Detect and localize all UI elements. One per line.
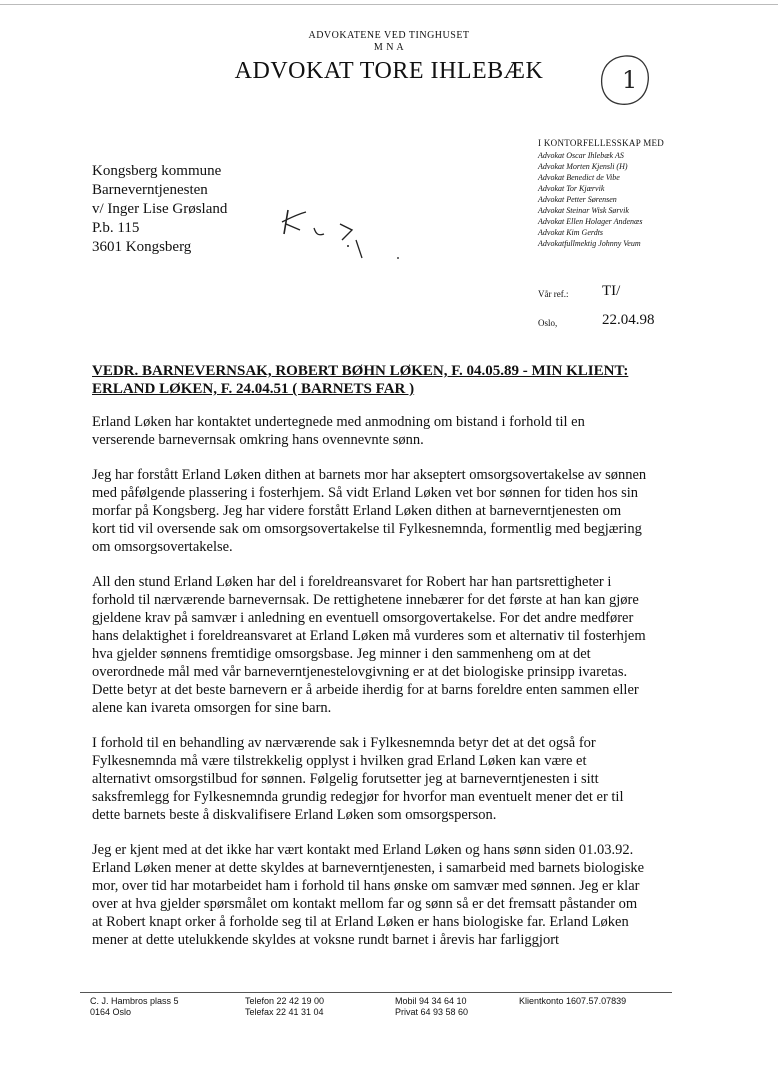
recipient-line: v/ Inger Lise Grøsland (92, 201, 228, 217)
handwritten-annotation-icon (280, 200, 410, 270)
partner-item: Advokat Kim Gerdts (538, 228, 604, 237)
scan-edge-line (0, 4, 778, 5)
body-paragraph: I forhold til en behandling av nærværende sak i Fylkesnemnda betyr det at det også for Fylkesnemnda må være tilstrekkelig opplyst i hvilken grad Erland Løken kan være et alternativt omsorgstilbud for sønnen. Følgelig forutsetter jeg at barneverntjenesten i sitt saksfremlegg for Fylkesnemnda grundig redegjør for hvorfor man eventuelt mener det er til dette barnets beste å diskvalifisere Erland Løken som omsorgsperson. (92, 735, 624, 823)
partner-item: Advokat Morten Kjensli (H) (538, 162, 628, 171)
footer-mobile-line: Privat 64 93 58 60 (395, 1007, 469, 1017)
office-partners-title: I KONTORFELLESSKAP MED (538, 138, 665, 148)
recipient-line: P.b. 115 (92, 220, 140, 236)
footer-phone-line: Telefax 22 41 31 04 (245, 1007, 324, 1017)
stamp-number: 1 (622, 66, 638, 94)
subject-line: ERLAND LØKEN, F. 24.04.51 ( BARNETS FAR ) (92, 381, 415, 397)
letter-body (92, 413, 647, 966)
partner-item: Advokat Oscar Ihlebæk AS (538, 151, 624, 160)
subject-heading (92, 362, 652, 398)
recipient-address (92, 162, 227, 257)
partner-item: Advokat Petter Sørensen (538, 195, 617, 204)
date-row (538, 312, 655, 328)
footer-account-line: Klientkonto 1607.57.07839 (519, 996, 627, 1006)
footer-account (519, 996, 626, 1007)
recipient-line: Barneverntjenesten (92, 182, 208, 198)
partner-item: Advokat Benedict de Vibe (538, 173, 620, 182)
footer-phone (245, 996, 324, 1018)
letterhead-line1: ADVOKATENE VED TINGHUSET (308, 30, 470, 41)
footer-divider (80, 992, 672, 993)
reference-value: TI/ (602, 283, 621, 299)
reference-row (538, 283, 621, 299)
partner-item: Advokat Ellen Holager Andenæs (538, 217, 643, 226)
footer-address-line: C. J. Hambros plass 5 (90, 996, 179, 1006)
footer-phone-line: Telefon 22 42 19 00 (245, 996, 325, 1006)
letterhead (0, 30, 778, 85)
page-number-stamp-icon (598, 52, 652, 108)
subject-line: VEDR. BARNEVERNSAK, ROBERT BØHN LØKEN, F. 04.05.89 - MIN KLIENT: (92, 363, 629, 379)
body-paragraph: Erland Løken har kontaktet undertegnede med anmodning om bistand i forhold til en verserende barnevernsak omkring hans ovennevnte sønn. (92, 414, 585, 448)
recipient-line: Kongsberg kommune (92, 163, 222, 179)
letter-date: 22.04.98 (602, 312, 655, 328)
footer-address-line: 0164 Oslo (90, 1007, 132, 1017)
reference-label: Vår ref.: (538, 289, 569, 299)
office-partners (538, 137, 738, 249)
recipient-line: 3601 Kongsberg (92, 239, 192, 255)
partner-item: Advokat Steinar Wisk Sørvik (538, 206, 629, 215)
footer-address (90, 996, 179, 1018)
place-label: Oslo, (538, 318, 558, 328)
body-paragraph: Jeg har forstått Erland Løken dithen at barnets mor har akseptert omsorgsovertakelse av sønnen med påfølgende plassering i fosterhjem. Så vidt Erland Løken vet bor sønnen for tiden hos sin morfar på Kongsberg. Jeg har videre forstått Erland Løken dithen at barneverntjenesten om kort tid vil oversende sak om omsorgsovertakelse til Fylkesnemnda, formentlig med begjæring om omsorgsovertakelse. (92, 467, 647, 555)
letterhead-line2: M N A (373, 42, 405, 53)
partner-item: Advokatfullmektig Johnny Veum (538, 239, 641, 248)
letterhead-title: ADVOKAT TORE IHLEBÆK (234, 58, 544, 84)
body-paragraph: Jeg er kjent med at det ikke har vært kontakt med Erland Løken og hans sønn siden 01.03.92. Erland Løken mener at dette skyldes at barneverntjenesten, i samarbeid med barnets biologiske mor, over tid har motarbeidet ham i forhold til hans ønske om samvær med sønnen. Jeg er klar over at hva gjelder spørsmålet om kontakt mellom far og sønn så er det fremsatt påstander om at Robert knapt orker å forholde seg til at Erland Løken er hans biologiske far. Erland Løken mener at dette utelukkende skyldes at voksne rundt barnet i årevis har farliggjort (92, 842, 645, 948)
body-paragraph: All den stund Erland Løken har del i foreldreansvaret for Robert har han partsrettigheter i forhold til nærværende barnevernsak. De rettighetene innebærer for det første at han kan gjøre gjeldene krav på samvær i anledning en eventuell omsorgovertakelse. For det andre medfører hans delaktighet i foreldreansvaret at Erland Løken må vurderes som et alternativ til fosterhjem hva gjelder sønnens fremtidige omsorgsbase. Jeg minner i den sammenheng om at det overordnede mål med vår barneverntjenestelovgivning er at det biologiske prinsipp ivaretas. Dette betyr at det beste barnevern er å arbeide iherdig for at barns foreldre enten sammen eller alene kan ivareta omsorgen for sine barn. (92, 574, 646, 716)
footer-mobile-line: Mobil 94 34 64 10 (395, 996, 467, 1006)
partner-item: Advokat Tor Kjærvik (538, 184, 605, 193)
footer-mobile (395, 996, 468, 1018)
